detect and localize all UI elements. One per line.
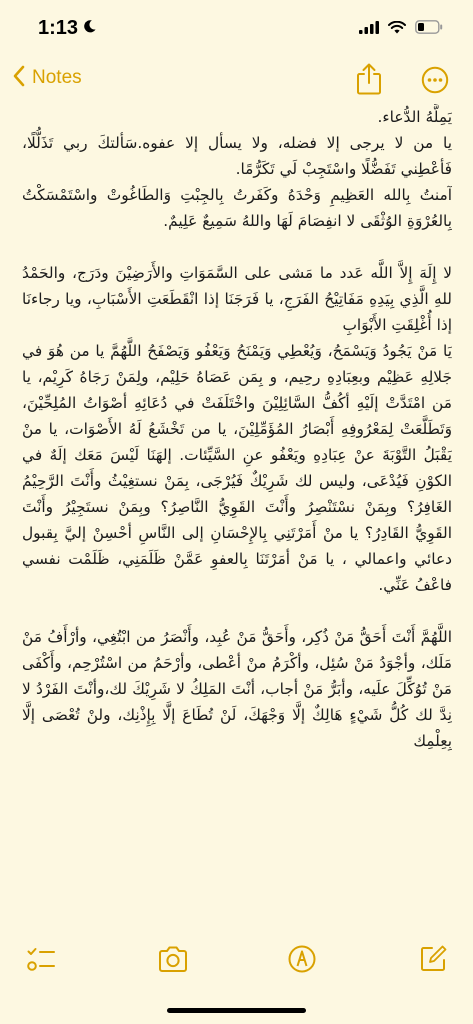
nav-bar <box>0 60 473 104</box>
status-bar <box>0 0 473 56</box>
moon-icon <box>82 17 97 40</box>
note-text-line: يا من لا يرجى إلا فضله، ولا يسأل إلا عفوه.سَألتكَ ربي تَذَلُّلًا، فَأعْطِني تَفَضُّلًا واسْتَجِبْ لَي تَكَرُّمًا. <box>22 134 452 178</box>
chevron-left-icon <box>12 64 26 92</box>
compose-icon <box>418 959 448 978</box>
more-icon <box>421 79 449 98</box>
status-time-text: 1:13 <box>38 16 79 39</box>
more-button[interactable] <box>421 66 449 98</box>
markup-button[interactable] <box>287 944 317 978</box>
signal-icon <box>359 19 379 38</box>
note-text-line: آمنتُ بِالله العَظِيمِ وَحْدَهُ وكَفَرتُ بِالجِبْتِ وَالطَاغُوتْ واسْتَمْسَكْتُ بِالعُرْوَةِ الوُثْقَى لا انفِصَامَ لَهَا واللهُ سَمِيعٌ عَلِيمٌ. <box>22 186 452 230</box>
note-text-line: يَمِلَّهُ الدُّعاء. <box>377 108 452 126</box>
camera-button[interactable] <box>157 944 189 978</box>
note-text-line: يَا مَنْ يَجُودُ وَيَسْمَحُ، وَيُعْطِي وَيَمْنَحُ وَيَعْفُو وَيَصْفَحُ اللَّهُمَّ يا من هُوَ في جَلالِهِ عَظِيْم وبعِبَادِهِ رحِيم، و بِمَن عَصَاهُ حَلِيْم، ولِمَنْ رَجَاهُ كَرِيْم، يا مَن امْتَدَّتْ إلَيْهِ أكُفُّ السَّائِلِيْنَ واخْتَلَفَتْ في دُعَائِهِ أصْوَاتُ المُلِحِّيْنَ، وَتَطَلَّعَتْ لِمَعْرُوفِهِ أَبْصَارُ المُؤَمِّلِيْنَ، يا من تَخْشَعُ لَهُ الأَصْوَات، يا منْ يَقْبَلُ التَّوْبَةَ عنْ عِبَادِهِ ويَعْفُو عنِ السَّيِّئات. إلهَنَا لَيْسَ مَعَك إلَهٌ في الكوْنِ فَيُدْعَى، وليس لك شَرِيْكٌ فَيُرْجَى، بِمَنْ نستغِيْثُ وأَنْتَ الرَّحِيْمُ الغَافِرُ؟ وبِمَنْ نسْتَنْصِرُ وأَنْتَ القَوِيُّ النَّاصِرُ؟ وبِمَنْ نستَجِيْرُ وأَنْتَ القَوِيُّ القَادِرُ؟ يا منْ أَمَرْتَنِي بِالإِحْسَانِ إلى النَّاسِ أحْسِنْ إليَّ بِقبول دعائي واعمالي ، يا مَنْ أمَرْتَنَا بِالعفوِ عَمَّنْ ظَلَمَنِي، ظَلَمْت نفسي فاعْفُ عَنِّي. <box>22 342 452 594</box>
camera-icon <box>157 959 189 978</box>
note-text-line: لا إِلَهَ إِلاَّ اللَّه عَدد ما مَشى على السَّمَوَاتِ والأَرَضِيْنَ ودَرَج، والحَمْدُ للهِ الَّذِي بِيَدِهِ مَفَاتِيْحُ الفَرَجِ، يا فَرَجَنَا إذا انْقَطَعَتِ الأَسْبَابِ، ويا رجاءنَا إذا أُغْلِقَتِ الأَبْوَابِ <box>22 264 452 334</box>
checklist-button[interactable] <box>26 944 56 978</box>
status-icons <box>359 19 443 38</box>
battery-icon <box>415 19 443 38</box>
note-body[interactable] <box>22 104 452 932</box>
note-text-line: اللَّهُمَّ أَنْتَ أَحَقُّ مَنْ ذُكِر، وأَحَقُّ مَنْ عُبِد، وأَنْصَرُ من ابْتُغِي، وأرْأَفُ مَنْ مَلَك، وأجْوَدُ مَنْ سُئِل، وأكْرَمُ منْ أعْطى، وأرْحَمُ من اسْتُرْحِم، وأَكْفَى مَنْ تُوُكِّلَ علَيه، وأبَرُّ مَنْ أجاب، أنْتَ المَلِكُ لا شَرِيْكَ لك،وأنْتَ الفَرْدُ لا نِدَّ لك كُلُّ شَيْءٍ هَالِكٌ إلَّا وَجْهَكَ، لَنْ تُطَاعَ إلَّا بِإِذْنِك، ولنْ تُعْصَى إلَّا بِعِلْمِك <box>22 628 452 750</box>
back-label: Notes <box>32 67 82 88</box>
markup-icon <box>287 959 317 978</box>
home-indicator <box>167 1008 306 1013</box>
note-paragraph <box>22 104 452 234</box>
checklist-icon <box>26 959 56 978</box>
note-paragraph <box>22 260 452 598</box>
wifi-icon <box>388 19 406 38</box>
compose-button[interactable] <box>418 944 448 978</box>
bottom-toolbar <box>0 934 473 990</box>
share-button[interactable] <box>354 62 384 100</box>
note-paragraph <box>22 624 452 754</box>
share-icon <box>354 81 384 100</box>
status-time <box>38 17 97 40</box>
back-button[interactable] <box>12 64 82 92</box>
